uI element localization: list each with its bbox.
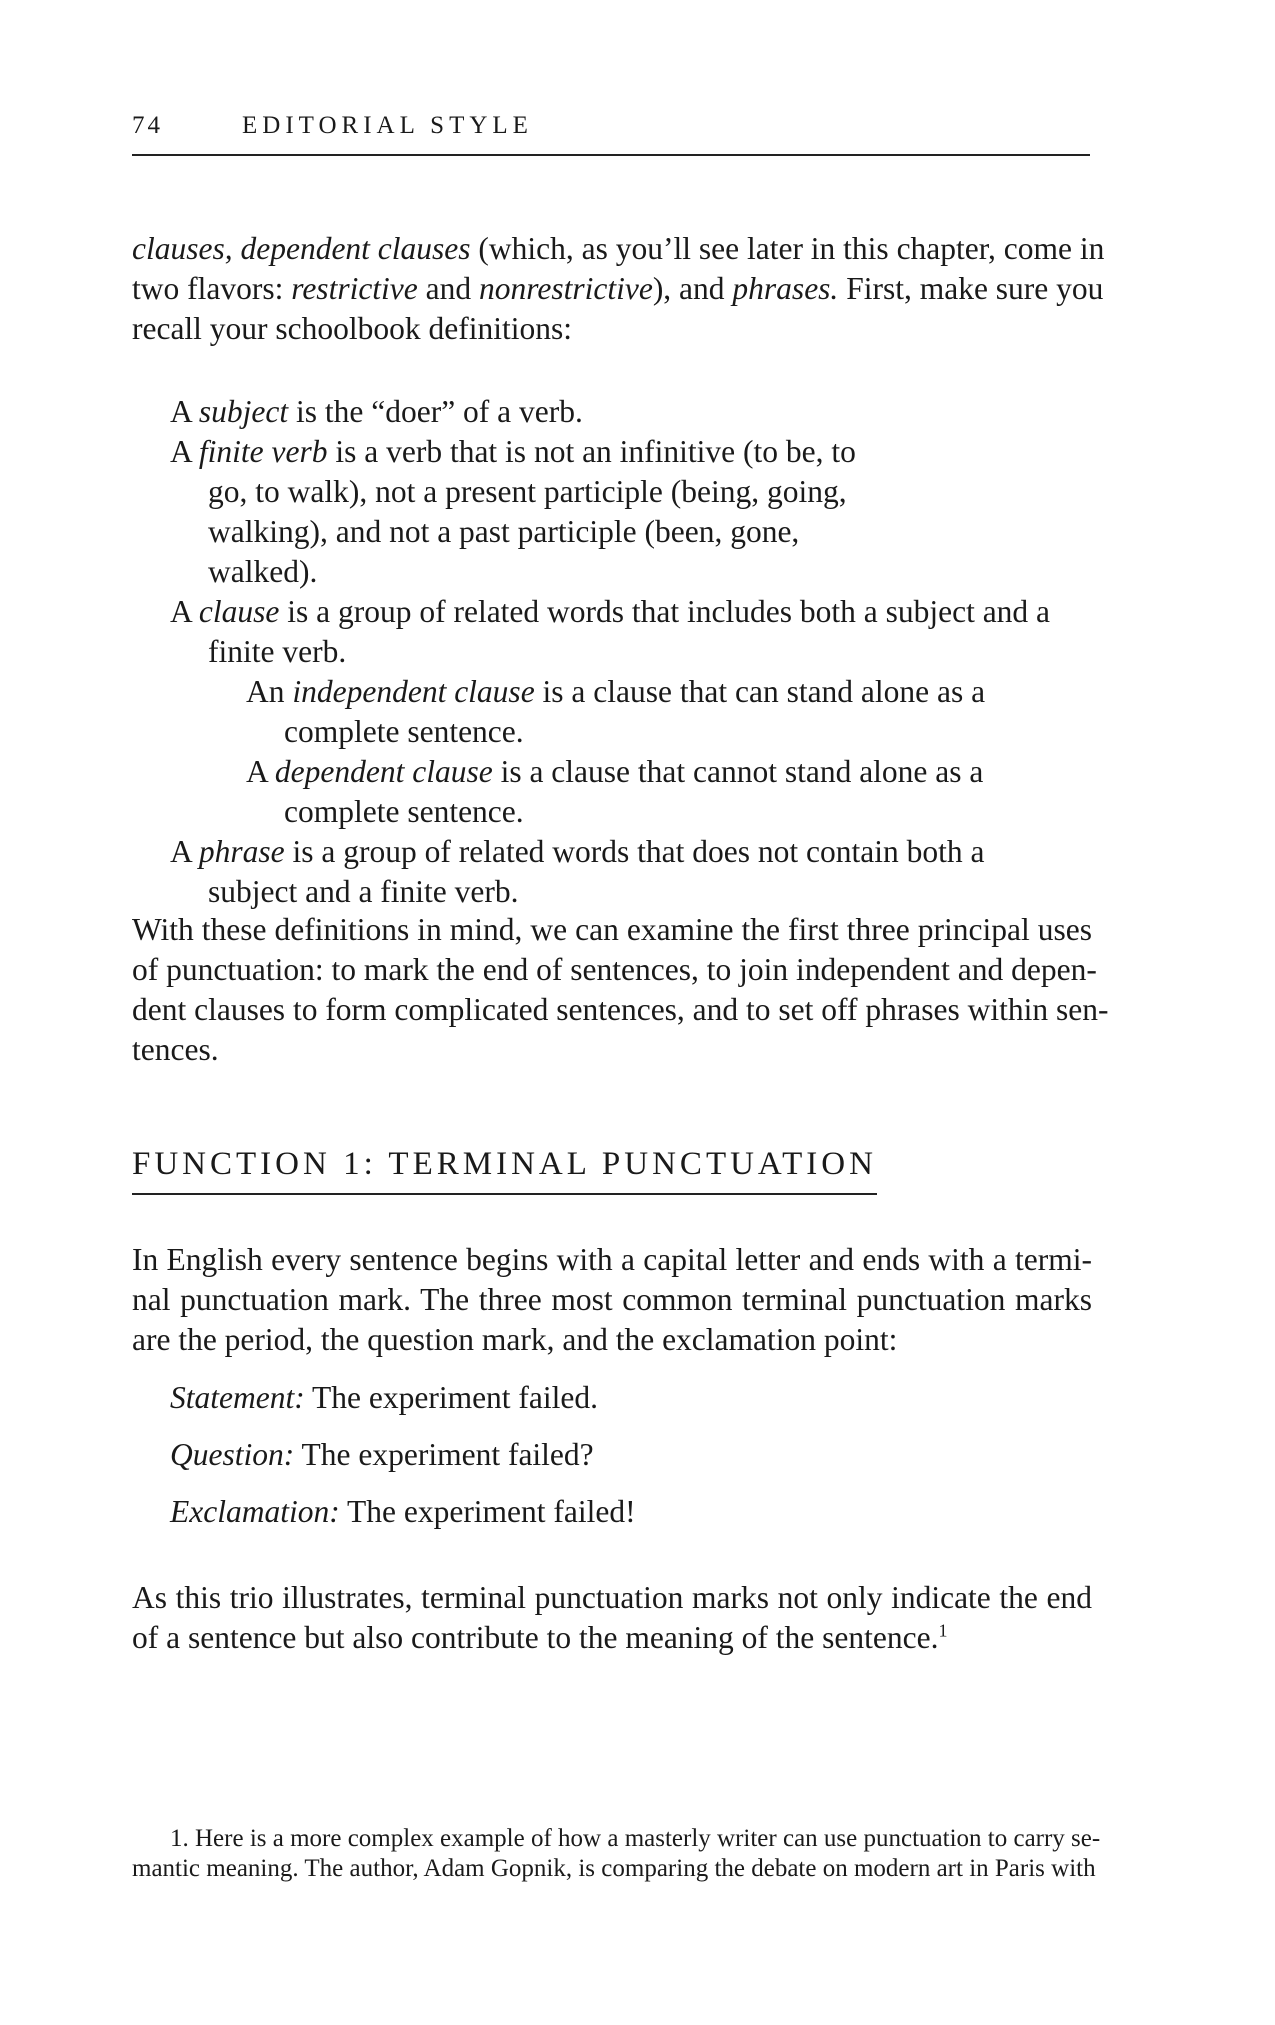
term: phrase <box>198 834 285 869</box>
definition-subject <box>170 392 1088 432</box>
definition-list <box>132 392 1092 912</box>
running-head <box>132 110 1090 156</box>
text-run: is a verb that is not an infinitive (to be, to go, to walk), not a present participle (being, going, walking), and not a past participle (been, gone, walked). <box>208 434 856 589</box>
emphasis: nonrestrictive <box>479 271 653 306</box>
text-line: In English every sentence begins with a capital letter and ends with a termi- <box>132 1242 1092 1277</box>
emphasis: phrases. <box>732 271 839 306</box>
paragraph-trio <box>132 1578 1092 1658</box>
text-line: As this trio illustrates, terminal punctuation marks not only indicate the end <box>132 1580 1092 1615</box>
term: independent clause <box>292 674 535 709</box>
footnote <box>132 1824 1101 1884</box>
text-line: recall your schoolbook definitions: <box>132 311 573 346</box>
definition-independent-clause <box>246 672 1054 752</box>
example-label: Exclamation: <box>170 1494 340 1529</box>
paragraph-intro <box>132 229 1105 349</box>
example-text: The experiment failed? <box>294 1437 594 1472</box>
paragraph-terminal-punctuation <box>132 1240 1092 1360</box>
footnote-line: mantic meaning. The author, Adam Gopnik, is comparing the debate on modern art in Paris with <box>132 1855 1096 1882</box>
footnote-reference[interactable]: 1 <box>938 1620 948 1641</box>
text-run: is a group of related words that includes both a subject and a finite verb. <box>208 594 1051 669</box>
emphasis: clauses, dependent clauses <box>132 231 471 266</box>
example-label: Question: <box>170 1437 295 1472</box>
text-run: ), and <box>652 271 733 306</box>
page-number: 74 <box>132 112 163 139</box>
definition-dependent-clause <box>246 752 1054 832</box>
text-line: dent clauses to form complicated sentences, and to set off phrases within sen- <box>132 992 1109 1027</box>
text-line: With these definitions in mind, we can examine the first three principal uses <box>132 912 1092 947</box>
text-run: (which, as you’ll see later in this chapter, come in <box>470 231 1105 266</box>
text-line: tences. <box>132 1032 219 1067</box>
text-run: An <box>246 674 293 709</box>
text-run: is a clause that can stand alone as a complete sentence. <box>284 674 986 749</box>
text-line: of punctuation: to mark the end of sentences, to join independent and depen- <box>132 952 1097 987</box>
text-run: is a clause that cannot stand alone as a complete sentence. <box>284 754 984 829</box>
definition-finite-verb <box>170 432 868 592</box>
paragraph-definitions-summary <box>132 910 1109 1070</box>
example-exclamation <box>170 1492 636 1532</box>
text-run: of a sentence but also contribute to the meaning of the sentence. <box>132 1620 939 1655</box>
text-run: two flavors: <box>132 271 292 306</box>
text-run: A <box>170 834 199 869</box>
example-list <box>170 1378 636 1549</box>
text-line <box>132 1618 1092 1658</box>
text-line <box>132 229 1105 269</box>
term: finite verb <box>198 434 328 469</box>
text-line: nal punctuation mark. The three most common terminal punctuation marks <box>132 1282 1092 1317</box>
footnote-line <box>132 1824 1101 1854</box>
text-run: and <box>417 271 480 306</box>
text-run: A <box>246 754 275 789</box>
example-question <box>170 1435 636 1475</box>
text-run: is a group of related words that does not contain both a subject and a finite verb. <box>208 834 985 909</box>
term: dependent clause <box>274 754 493 789</box>
text-run: A <box>170 594 199 629</box>
example-text: The experiment failed. <box>304 1380 599 1415</box>
term: clause <box>198 594 280 629</box>
term: subject <box>198 394 289 429</box>
section-heading: FUNCTION 1: TERMINAL PUNCTUATION <box>132 1146 877 1195</box>
example-text: The experiment failed! <box>339 1494 636 1529</box>
example-label: Statement: <box>170 1380 305 1415</box>
definition-phrase <box>170 832 1018 912</box>
text-run: A <box>170 434 199 469</box>
emphasis: restrictive <box>291 271 418 306</box>
text-line: are the period, the question mark, and the exclamation point: <box>132 1322 898 1357</box>
definition-clause <box>170 592 1058 672</box>
example-statement <box>170 1378 636 1418</box>
text-line <box>132 269 1104 309</box>
text-run: 1. Here is a more complex example of how a masterly writer can use punctuation to carry se- <box>170 1825 1101 1852</box>
text-run: First, make sure you <box>838 271 1104 306</box>
running-title: EDITORIAL STYLE <box>242 112 533 139</box>
text-run: is the “doer” of a verb. <box>288 394 583 429</box>
text-run: A <box>170 394 199 429</box>
